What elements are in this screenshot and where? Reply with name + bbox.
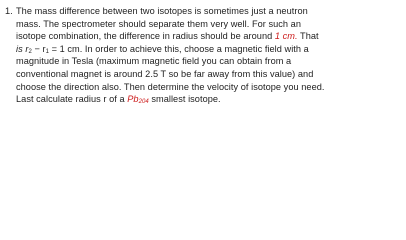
problem-line-2: mass. The spectrometer should separate them very well. For such an (16, 18, 302, 29)
problem-line-8: Last calculate radius r of a $Pb_{204}$ smallest isotope. (16, 94, 221, 106)
problem-line-3: isotope combination, the difference in radius should be around 1 cm. That (16, 31, 319, 42)
problem-line-7: choose the direction also. Then determine the velocity of isotope you need. (16, 81, 325, 92)
problem-line-1: 1. The mass difference between two isotopes is sometimes just a neutron (5, 6, 308, 16)
problem-line-5: magnitude in Tesla (maximum magnetic field you can obtain from a (16, 56, 292, 67)
problem-line-6: conventional magnet is around 2.5 T so be far away from this value) and (16, 68, 314, 79)
problem-line-4: is $r_2 - r_1 = 1$ cm. In order to achieve this, choose a magnetic field with a (16, 43, 309, 55)
problem-1 (5, 5, 403, 106)
problem-number: 1. (5, 6, 13, 16)
highlight-1cm: 1 cm. (274, 31, 298, 42)
isotope-symbol: $Pb_{204}$ (127, 94, 149, 106)
